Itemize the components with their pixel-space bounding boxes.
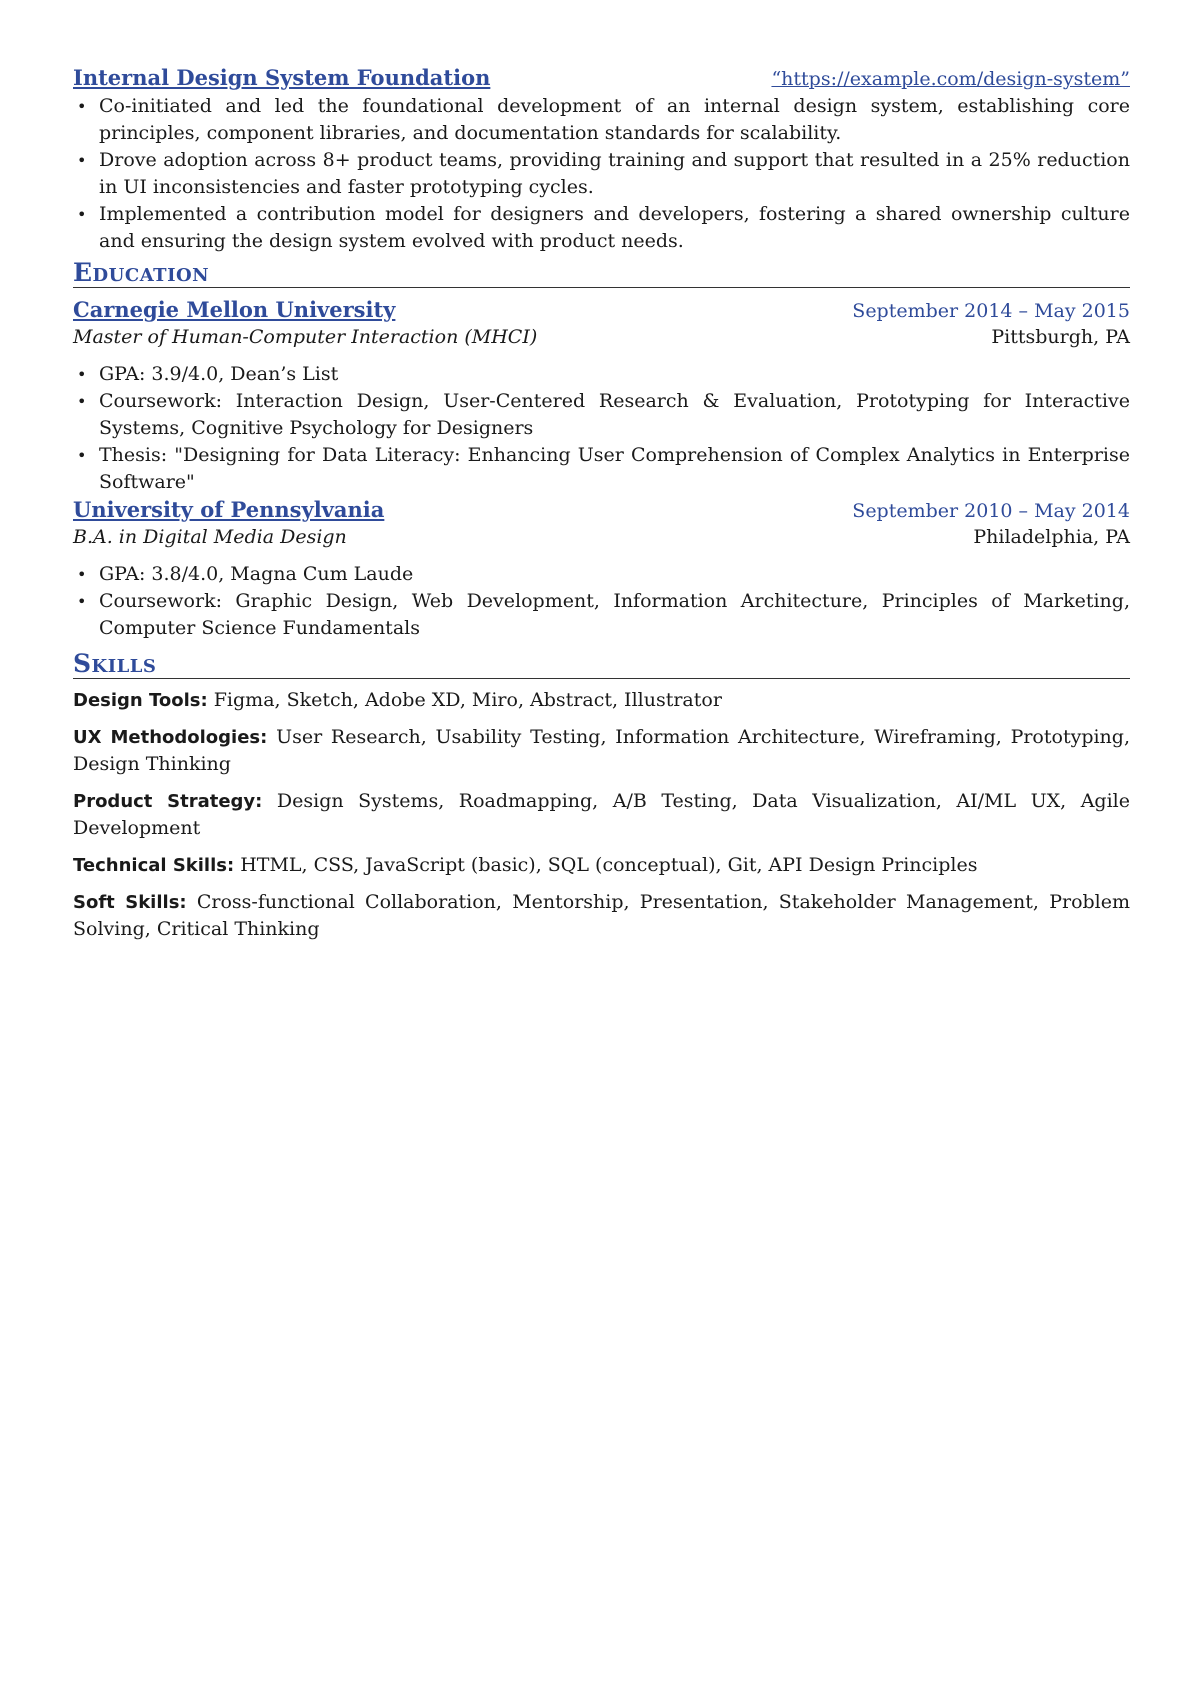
- education-entry-header: [73, 496, 1130, 524]
- skill-line: [73, 852, 1130, 879]
- skill-value: HTML, CSS, JavaScript (basic), SQL (conceptual), Git, API Design Principles: [240, 854, 978, 876]
- degree: B.A. in Digital Media Design: [73, 526, 347, 548]
- education-bullet: • Thesis: "Designing for Data Literacy: Enhancing User Comprehension of Complex Analytics in Enterprise Software": [73, 442, 1130, 496]
- degree: Master of Human-Computer Interaction (MHCI): [73, 326, 538, 348]
- resume-page: [73, 64, 1130, 943]
- education-bullet: • GPA: 3.8/4.0, Magna Cum Laude: [73, 561, 1130, 588]
- project-bullet: • Co-initiated and led the foundational development of an internal design system, establishing core principles, component libraries, and documentation standards for scalability.: [73, 93, 1130, 147]
- skill-value: Figma, Sketch, Adobe XD, Miro, Abstract, Illustrator: [213, 689, 722, 711]
- skill-value: Design Systems, Roadmapping, A/B Testing, Data Visualization, AI/ML UX, Agile Development: [73, 790, 1130, 839]
- project-bullet: • Implemented a contribution model for designers and developers, fostering a shared ownership culture and ensuring the design system evolved with product needs.: [73, 201, 1130, 255]
- skill-line: [73, 889, 1130, 943]
- education-location: Pittsburgh, PA: [991, 326, 1130, 348]
- project-url-link[interactable]: “https://example.com/design-system”: [771, 68, 1130, 90]
- skill-label: Soft Skills:: [73, 892, 187, 913]
- education-entry-header: [73, 296, 1130, 324]
- education-entry-subheader: [73, 324, 1130, 353]
- skill-line: [73, 788, 1130, 842]
- education-bullets: [73, 361, 1130, 496]
- school-name-link[interactable]: University of Pennsylvania: [73, 497, 385, 522]
- project-header: [73, 64, 1130, 93]
- education-bullet: • Coursework: Graphic Design, Web Development, Information Architecture, Principles of Marketing, Computer Science Fundamentals: [73, 588, 1130, 642]
- school-name-link[interactable]: Carnegie Mellon University: [73, 297, 396, 322]
- project-title-link[interactable]: Internal Design System Foundation: [73, 65, 491, 90]
- education-dates: September 2010 – May 2014: [852, 500, 1130, 522]
- project-bullet: • Drove adoption across 8+ product teams, providing training and support that resulted in a 25% reduction in UI inconsistencies and faster prototyping cycles.: [73, 147, 1130, 201]
- skill-value: User Research, Usability Testing, Information Architecture, Wireframing, Prototyping, Design Thinking: [73, 726, 1130, 775]
- education-dates: September 2014 – May 2015: [852, 300, 1130, 322]
- project-bullets: [73, 93, 1130, 255]
- skill-label: Design Tools:: [73, 690, 208, 711]
- skill-label: UX Methodologies:: [73, 727, 268, 748]
- skill-value: Cross-functional Collaboration, Mentorship, Presentation, Stakeholder Management, Problem Solving, Critical Thinking: [73, 891, 1131, 940]
- skill-line: [73, 724, 1130, 778]
- education-bullets: [73, 561, 1130, 642]
- skill-line: [73, 687, 1130, 714]
- education-bullet: • GPA: 3.9/4.0, Dean’s List: [73, 361, 1130, 388]
- education-location: Philadelphia, PA: [973, 526, 1130, 548]
- skills-heading: Skills: [73, 650, 1130, 679]
- education-heading: Education: [73, 259, 1130, 288]
- skill-label: Product Strategy:: [73, 791, 263, 812]
- education-bullet: • Coursework: Interaction Design, User-Centered Research & Evaluation, Prototyping for Interactive Systems, Cognitive Psychology for Designers: [73, 388, 1130, 442]
- skill-label: Technical Skills:: [73, 855, 235, 876]
- education-entry-subheader: [73, 524, 1130, 553]
